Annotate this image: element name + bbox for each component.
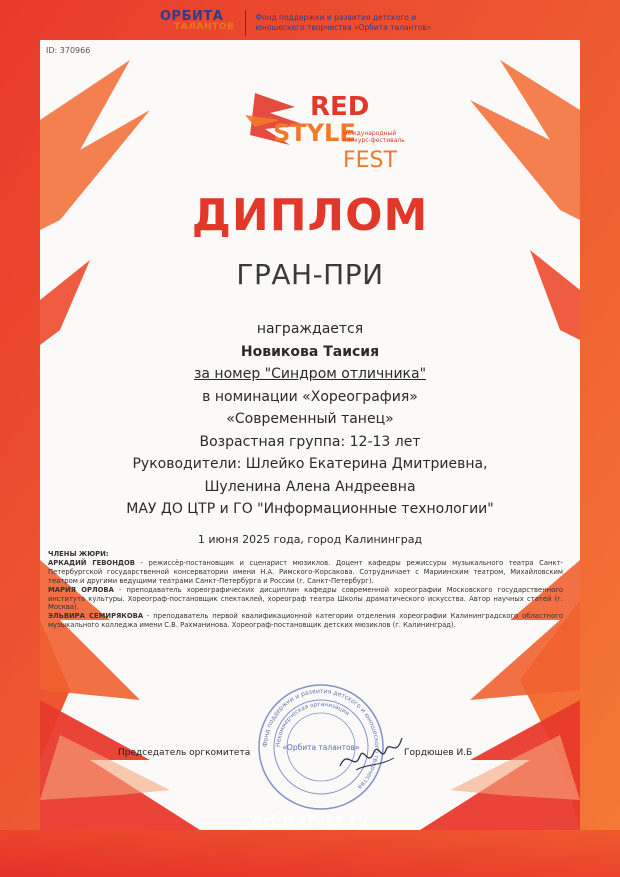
jury-member-name: ЭЛЬВИРА СЕМИРЯКОВА: [48, 612, 144, 621]
fest-logo-fest: FEST: [343, 148, 397, 173]
orbita-logo: [160, 10, 235, 32]
award-title: ГРАН-ПРИ: [236, 258, 384, 291]
fest-logo-red: RED: [310, 92, 370, 122]
institution-line: МАУ ДО ЦТР и ГО "Информационные технологии": [126, 501, 494, 517]
fest-logo-subtitle: [343, 130, 414, 144]
jury-member-name: АРКАДИЙ ГЕВОНДОВ: [48, 558, 135, 567]
handwritten-signature: [336, 728, 406, 778]
fest-logo-subtitle-line1: международный: [343, 130, 397, 137]
jury-member: [48, 612, 563, 630]
fest-logo-style: STYLE: [273, 119, 356, 147]
nomination-line: в номинации «Хореография»: [202, 388, 418, 405]
jury-heading: ЧЛЕНЫ ЖЮРИ:: [48, 550, 109, 558]
website-url: orbitafest.tv: [251, 812, 369, 831]
age-group-line: Возрастная группа: 12-13 лет: [199, 433, 421, 450]
jury-section: [48, 550, 563, 630]
diploma-title: ДИПЛОМ: [191, 190, 429, 241]
stamp-center-text: «Орбита талантов»: [282, 743, 360, 752]
date-place: 1 июня 2025 года, город Калининград: [197, 533, 423, 546]
jury-member: [48, 559, 563, 586]
leaders-line-1: Руководители: Шлейко Екатерина Дмитриевна,: [132, 456, 488, 472]
stamp-outer-text: Фонд поддержки и развития детского и юношеского творчества: [261, 687, 381, 791]
fund-name: Фонд поддержки и развития детского и юношеского творчества «Орбита талантов»: [255, 13, 432, 32]
logo-word-talantov: ТАЛАНТОВ: [174, 22, 235, 32]
document-id: ID: 370966: [46, 46, 91, 55]
awarded-line: награждается: [256, 321, 364, 337]
recipient-name: Новикова Таисия: [240, 343, 380, 360]
jury-member-bio: - режиссёр-постановщик и сценарист мюзиклов. Доцент кафедры режиссуры музыкального театра Санкт-Петербургской государственной консерватории имени Н.А. Римского-Корсакова. Сотрудничает с Мариинским театром, Михайловским театром и другими ведущими театрами Санкт-Петербурга и России (г. Санкт-Петербург).: [48, 558, 563, 585]
leaders-line-2: Шуленина Алена Андреевна: [204, 478, 416, 495]
jury-member-bio: - преподаватель хореографических дисциплин кафедры современной хореографии Московского государственного института культуры. Хореограф-постановщик спектаклей, хореограф театра Школы драматического искусства. Автор научных статей (г. Москва).: [48, 585, 563, 612]
jury-member: [48, 586, 563, 613]
stamp-middle-text: Некоммерческая организация: [275, 701, 350, 748]
performance-number: за номер "Синдром отличника": [193, 366, 427, 382]
chairman-label: Председатель оргкомитета: [118, 748, 251, 758]
red-style-fest-logo: [235, 85, 435, 175]
jury-member-bio: - преподаватель первой квалификационной категории отделения хореографии Калининградского областного музыкального колледжа имени С.В. Рахманинова. Хореограф-постановщик детских мюзиклов (г. Калининград).: [48, 612, 563, 630]
signer-name: Гордюшев И.Б: [404, 748, 473, 758]
fest-logo-subtitle-line2: конкурс-фестиваль: [343, 137, 405, 144]
award-details: [90, 318, 530, 521]
header-divider: [245, 10, 246, 36]
category-line: «Современный танец»: [226, 411, 394, 427]
jury-member-name: МАРИЯ ОРЛОВА: [48, 585, 114, 594]
logo-word-orbita: ОРБИТА: [160, 9, 224, 24]
header: [160, 10, 500, 40]
